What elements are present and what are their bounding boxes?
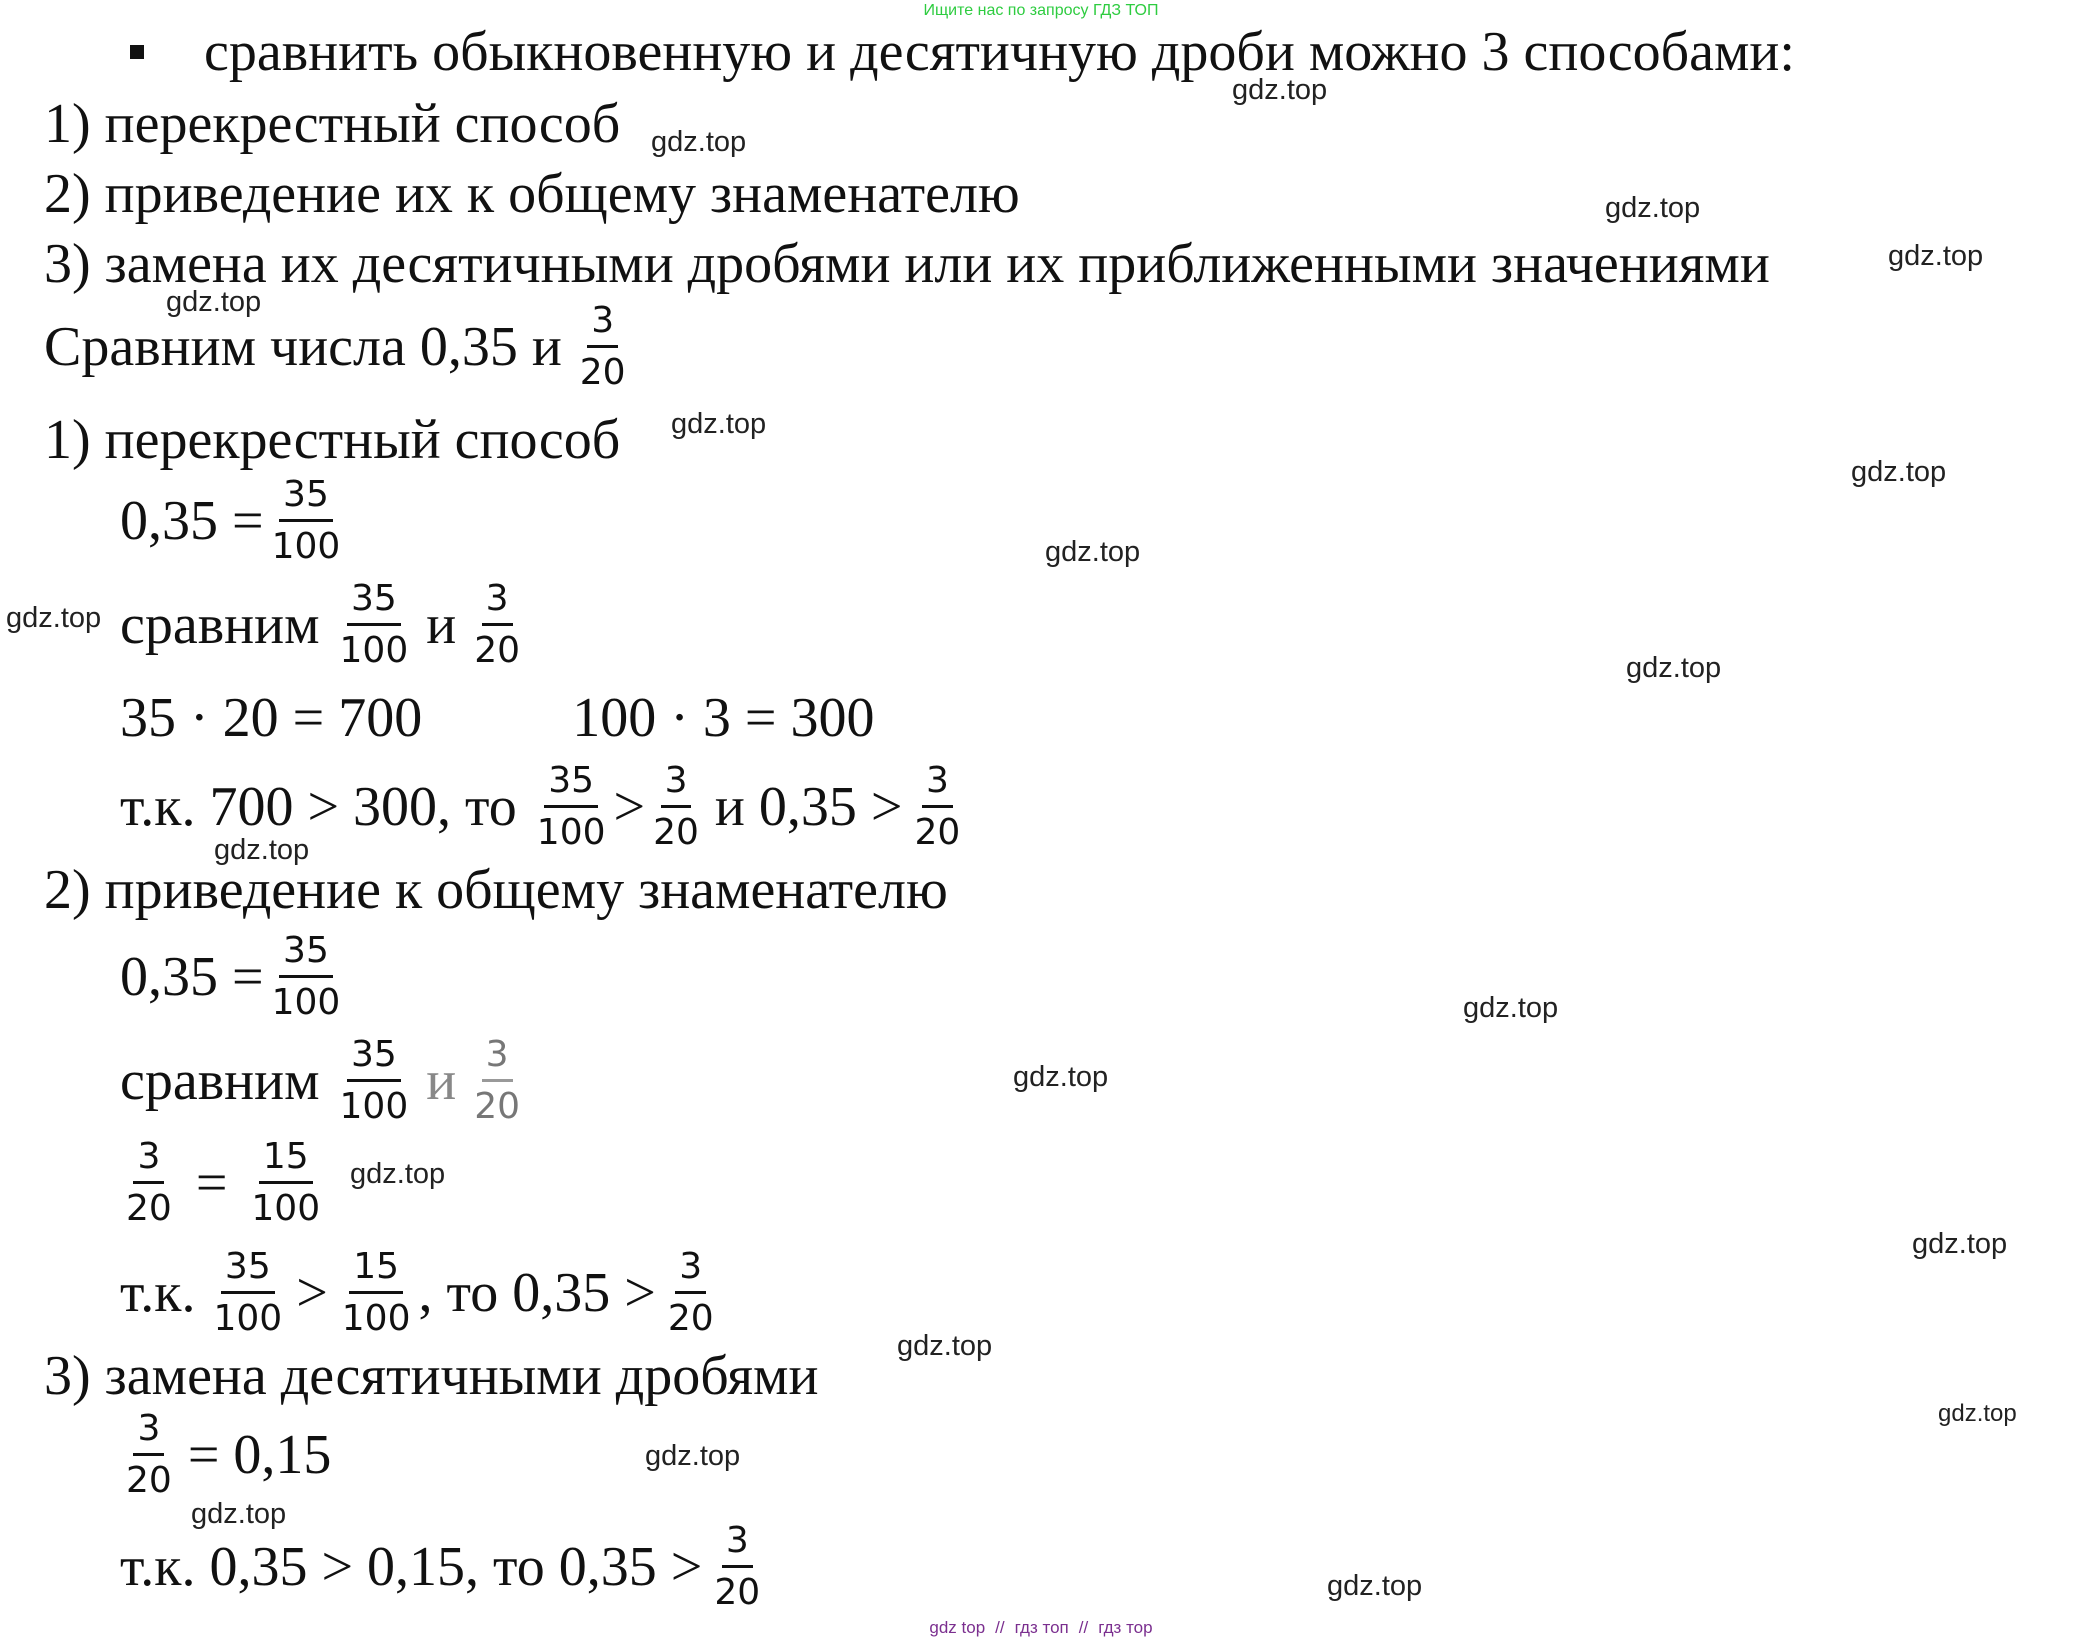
fraction: $\frac{15}{100}$: [341, 1246, 411, 1340]
fraction: $\frac{35}{100}$: [213, 1246, 283, 1340]
watermark: gdz.top: [191, 1498, 287, 1530]
watermark: gdz.top: [1912, 1228, 2008, 1260]
fraction: $\frac{3}{20}$: [914, 760, 961, 854]
intro-method-2: 2) приведение их к общему знаменателю: [44, 163, 1020, 225]
method3-equation: $\frac{3}{20}$ = 0,15: [118, 1408, 331, 1502]
watermark: gdz.top: [897, 1330, 993, 1362]
method2-heading: 2) приведение к общему знаменателю: [44, 859, 948, 921]
fraction: $\frac{3}{20}$: [126, 1408, 172, 1502]
fraction: $\frac{35}{100}$: [339, 1034, 409, 1128]
intro-method-3: 3) замена их десятичными дробями или их приближенными значениями: [44, 233, 1770, 295]
method3-conclusion: т.к. 0,35 > 0,15, то 0,35 > $\frac{3}{20}$: [120, 1520, 768, 1614]
watermark: gdz.top: [6, 602, 102, 634]
method1-products: 35 · 20 = 700 100 · 3 = 300: [120, 687, 875, 749]
watermark: gdz.top: [350, 1158, 446, 1190]
fraction: $\frac{15}{100}$: [251, 1136, 321, 1230]
fraction: $\frac{3}{20}$: [653, 760, 699, 854]
footer-links: gdz top // гдз топ // гдз тор: [929, 1618, 1153, 1637]
watermark: gdz.top: [214, 834, 310, 866]
watermark: gdz.top: [1605, 192, 1701, 224]
watermark: gdz.top: [1013, 1061, 1109, 1093]
method1-heading: 1) перекрестный способ: [44, 409, 621, 471]
method1-conversion: 0,35 = $\frac{35}{100}$: [120, 474, 348, 568]
watermark: gdz.top: [671, 408, 767, 440]
method3-heading: 3) замена десятичными дробями: [44, 1345, 819, 1407]
footer-link[interactable]: gdz top: [929, 1618, 986, 1637]
watermark: gdz.top: [1888, 240, 1984, 272]
fraction: $\frac{35}{100}$: [339, 578, 409, 672]
task-line: Сравним числа 0,35 и $\frac{3}{20}$: [44, 300, 634, 394]
watermark: gdz.top: [166, 286, 262, 318]
fraction: $\frac{3}{20}$: [474, 578, 521, 672]
fraction: $\frac{35}{100}$: [536, 760, 606, 854]
intro-method-1: 1) перекрестный способ: [44, 93, 621, 155]
method2-conclusion: т.к. $\frac{35}{100}$ > $\frac{15}{100}$ , то 0,35 > $\frac{3}{20}$: [120, 1246, 722, 1340]
method2-compare: сравним $\frac{35}{100}$ и $\frac{3}{20}$: [120, 1034, 528, 1128]
footer-link[interactable]: гдз топ: [1014, 1618, 1069, 1637]
watermark: gdz.top: [1463, 992, 1559, 1024]
fraction: $\frac{35}{100}$: [271, 474, 341, 568]
method2-conversion: 0,35 = $\frac{35}{100}$: [120, 930, 348, 1024]
fraction: $\frac{3}{20}$: [126, 1136, 172, 1230]
fraction: $\frac{3}{20}$: [714, 1520, 761, 1614]
fraction: $\frac{3}{20}$: [474, 1034, 521, 1128]
watermark: gdz.top: [1938, 1400, 2017, 1427]
watermark: gdz.top: [1327, 1570, 1423, 1602]
footer-link[interactable]: гдз тор: [1098, 1618, 1153, 1637]
fraction: $\frac{35}{100}$: [271, 930, 341, 1024]
watermark: gdz.top: [1851, 456, 1947, 488]
watermark: gdz.top: [1232, 74, 1328, 106]
bullet-icon: [130, 45, 144, 59]
watermark: gdz.top: [645, 1440, 741, 1472]
watermark: gdz.top: [1626, 652, 1722, 684]
watermark: gdz.top: [1045, 536, 1141, 568]
intro-statement: сравнить обыкновенную и десятичную дроби можно 3 способами:: [126, 24, 1795, 80]
method2-equivalence: $\frac{3}{20}$ = $\frac{15}{100}$: [118, 1136, 328, 1230]
method1-conclusion: т.к. 700 > 300, то $\frac{35}{100}$ > $\frac{3}{20}$ и 0,35 > $\frac{3}{20}$: [120, 760, 968, 854]
method1-compare: сравним $\frac{35}{100}$ и $\frac{3}{20}$: [120, 578, 528, 672]
top-banner[interactable]: Ищите нас по запросу ГДЗ ТОП: [923, 2, 1159, 19]
watermark: gdz.top: [651, 126, 747, 158]
task-fraction: $\frac{3}{20}$: [579, 300, 626, 394]
fraction: $\frac{3}{20}$: [667, 1246, 714, 1340]
